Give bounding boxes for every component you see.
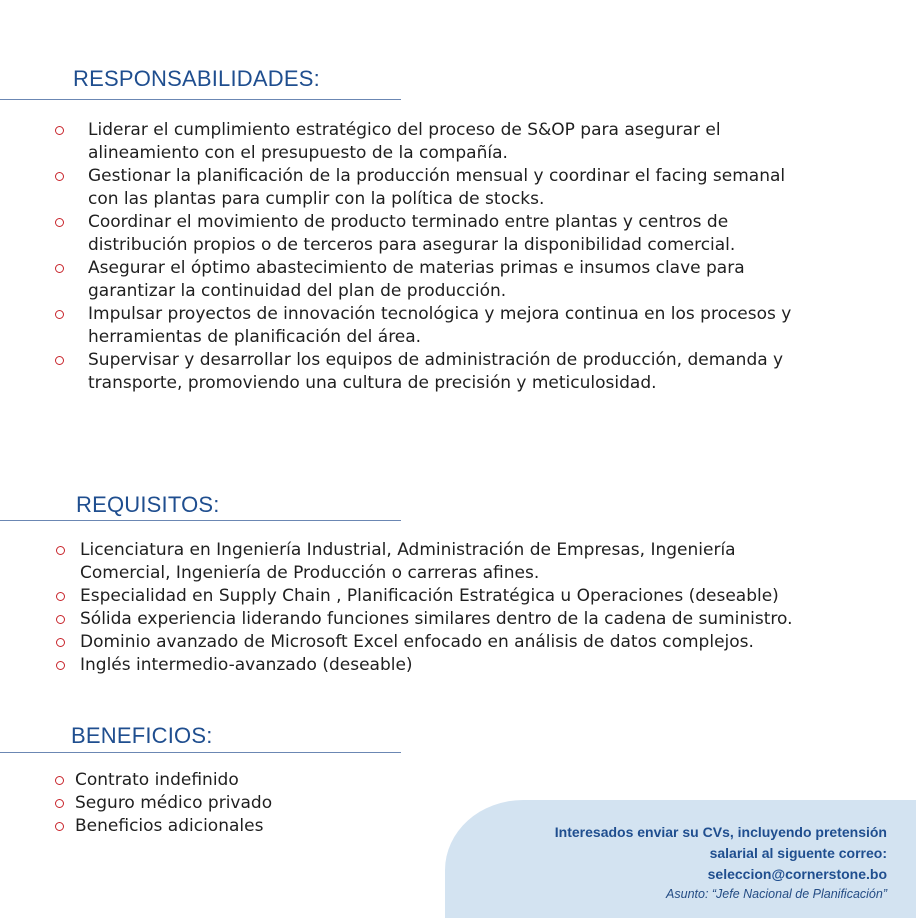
circle-bullet-icon xyxy=(56,661,65,670)
list-item: Inglés intermedio-avanzado (deseable) xyxy=(80,654,860,677)
list-item: Coordinar el movimiento de producto terminado entre plantas y centros de distribución propios o de terceros para asegurar la disponibilidad comercial. xyxy=(88,211,858,257)
list-item: Dominio avanzado de Microsoft Excel enfocado en análisis de datos complejos. xyxy=(80,631,860,654)
list-item: Contrato indefinido xyxy=(75,769,395,792)
circle-bullet-icon xyxy=(55,356,64,365)
requisitos-list xyxy=(80,539,860,677)
requisitos-divider xyxy=(0,520,401,521)
contact-email[interactable]: seleccion@cornerstone.bo xyxy=(707,866,887,882)
circle-bullet-icon xyxy=(55,172,64,181)
contact-info xyxy=(467,822,887,903)
circle-bullet-icon xyxy=(55,310,64,319)
list-item: Asegurar el óptimo abastecimiento de materias primas e insumos clave para garantizar la continuidad del plan de producción. xyxy=(88,257,858,303)
beneficios-heading: BENEFICIOS: xyxy=(71,723,213,748)
list-item: Sólida experiencia liderando funciones similares dentro de la cadena de suministro. xyxy=(80,608,860,631)
list-item: Beneficios adicionales xyxy=(75,815,395,838)
circle-bullet-icon xyxy=(55,218,64,227)
beneficios-list xyxy=(75,769,395,838)
responsabilidades-list xyxy=(88,119,858,395)
responsabilidades-divider xyxy=(0,99,401,100)
list-item: Seguro médico privado xyxy=(75,792,395,815)
contact-subject: Asunto: “Jefe Nacional de Planificación” xyxy=(666,887,887,901)
circle-bullet-icon xyxy=(55,776,64,785)
circle-bullet-icon xyxy=(56,546,65,555)
circle-bullet-icon xyxy=(55,799,64,808)
list-item: Licenciatura en Ingeniería Industrial, Administración de Empresas, Ingeniería Comercial, Ingeniería de Producción o carreras afines. xyxy=(80,539,860,585)
circle-bullet-icon xyxy=(55,126,64,135)
contact-instructions-cont: salarial al siguente correo: xyxy=(709,845,887,861)
contact-instructions: Interesados enviar su CVs, incluyendo pretensión xyxy=(554,824,887,840)
circle-bullet-icon xyxy=(55,822,64,831)
circle-bullet-icon xyxy=(56,638,65,647)
list-item: Liderar el cumplimiento estratégico del proceso de S&OP para asegurar el alineamiento con el presupuesto de la compañía. xyxy=(88,119,858,165)
list-item: Supervisar y desarrollar los equipos de administración de producción, demanda y transporte, promoviendo una cultura de precisión y meticulosidad. xyxy=(88,349,858,395)
circle-bullet-icon xyxy=(55,264,64,273)
list-item: Impulsar proyectos de innovación tecnológica y mejora continua en los procesos y herramientas de planificación del área. xyxy=(88,303,858,349)
list-item: Gestionar la planificación de la producción mensual y coordinar el facing semanal con las plantas para cumplir con la política de stocks. xyxy=(88,165,858,211)
beneficios-divider xyxy=(0,752,401,753)
circle-bullet-icon xyxy=(56,615,65,624)
responsabilidades-heading: RESPONSABILIDADES: xyxy=(73,66,320,91)
list-item: Especialidad en Supply Chain , Planificación Estratégica u Operaciones (deseable) xyxy=(80,585,860,608)
circle-bullet-icon xyxy=(56,592,65,601)
requisitos-heading: REQUISITOS: xyxy=(76,492,220,517)
